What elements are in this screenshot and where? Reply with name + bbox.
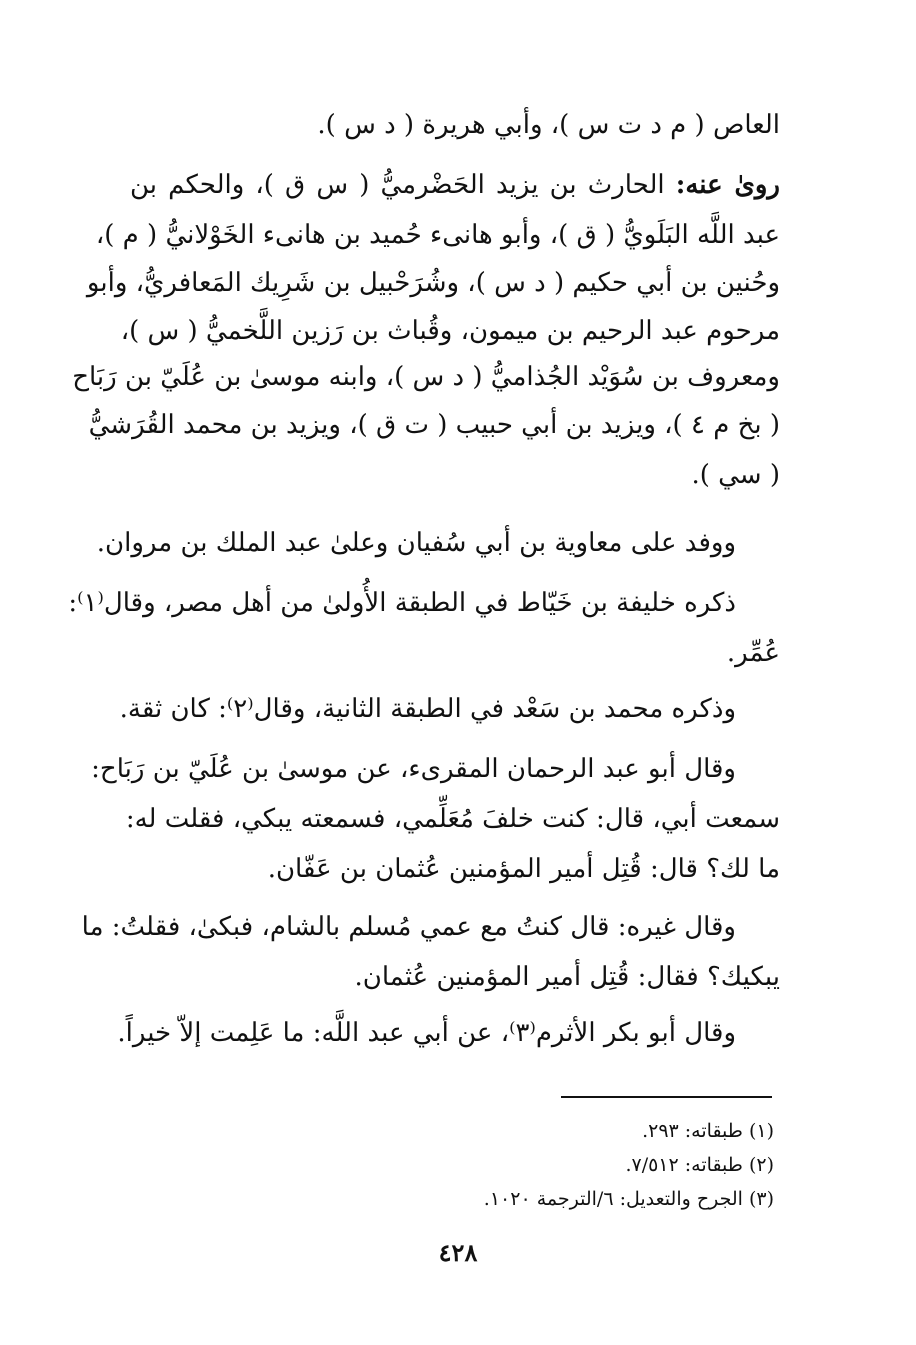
- text-line: وقال أبو بكر الأثرم⁽٣⁾، عن أبي عبد اللَّه: ما عَلِمت إلاّ خيراً.: [117, 1018, 736, 1048]
- text-line: وذكره محمد بن سَعْد في الطبقة الثانية، وقال⁽٢⁾: كان ثقة.: [119, 694, 736, 724]
- text-line: وحُنين بن أبي حكيم ( د س )، وشُرَحْبيل بن شَرِيك المَعافريُّ، وأبو: [86, 268, 780, 298]
- text-line: ( سي ).: [691, 460, 780, 490]
- text-line: ووفد على معاوية بن أبي سُفيان وعلىٰ عبد الملك بن مروان.: [96, 528, 736, 558]
- text-span: الحارث بن يزيد الحَضْرميُّ ( س ق )، والحكم بن: [130, 170, 676, 200]
- text-line: ( بخ م ٤ )، ويزيد بن أبي حبيب ( ت ق )، ويزيد بن محمد القُرَشيُّ: [88, 410, 780, 440]
- text-line: سمعت أبي، قال: كنت خلفَ مُعَلِّمي، فسمعته يبكي، فقلت له:: [125, 804, 780, 834]
- text-line: [130, 168, 780, 202]
- text-line: وقال أبو عبد الرحمان المقرىء، عن موسىٰ بن عُلَيّ بن رَبَاح:: [91, 754, 736, 784]
- text-line: ومعروف بن سُوَيْد الجُذاميُّ ( د س )، وابنه موسىٰ بن عُلَيّ بن رَبَاح: [72, 362, 780, 392]
- text-line: عبد اللَّه البَلَويُّ ( ق )، وأبو هانىء حُميد بن هانىء الخَوْلانيُّ ( م )،: [95, 220, 780, 250]
- text-line: يبكيك؟ فقال: قُتِل أمير المؤمنين عُثمان.: [354, 962, 780, 992]
- footnote-divider: [561, 1096, 772, 1098]
- text-line: عُمِّر.: [726, 638, 780, 668]
- text-line: ما لك؟ قال: قُتِل أمير المؤمنين عُثمان بن عَفّان.: [267, 854, 780, 884]
- text-line: وقال غيره: قال كنتُ مع عمي مُسلم بالشام، فبكىٰ، فقلتُ: ما: [81, 912, 736, 942]
- text-line: العاص ( م د ت س )، وأبي هريرة ( د س ).: [317, 110, 780, 140]
- footnote: (١) طبقاته: ٢٩٣.: [642, 1120, 774, 1142]
- footnote: (٢) طبقاته: ٧/٥١٢.: [625, 1154, 774, 1176]
- narrators-heading: روىٰ عنه:: [675, 170, 780, 200]
- page-number: ٤٢٨: [438, 1238, 478, 1267]
- footnote: (٣) الجرح والتعديل: ٦/الترجمة ١٠٢٠.: [483, 1188, 774, 1210]
- text-line: ذكره خليفة بن خَيّاط في الطبقة الأُولىٰ من أهل مصر، وقال⁽١⁾:: [68, 588, 736, 618]
- text-line: مرحوم عبد الرحيم بن ميمون، وقُباث بن رَزين اللَّخميُّ ( س )،: [120, 316, 780, 346]
